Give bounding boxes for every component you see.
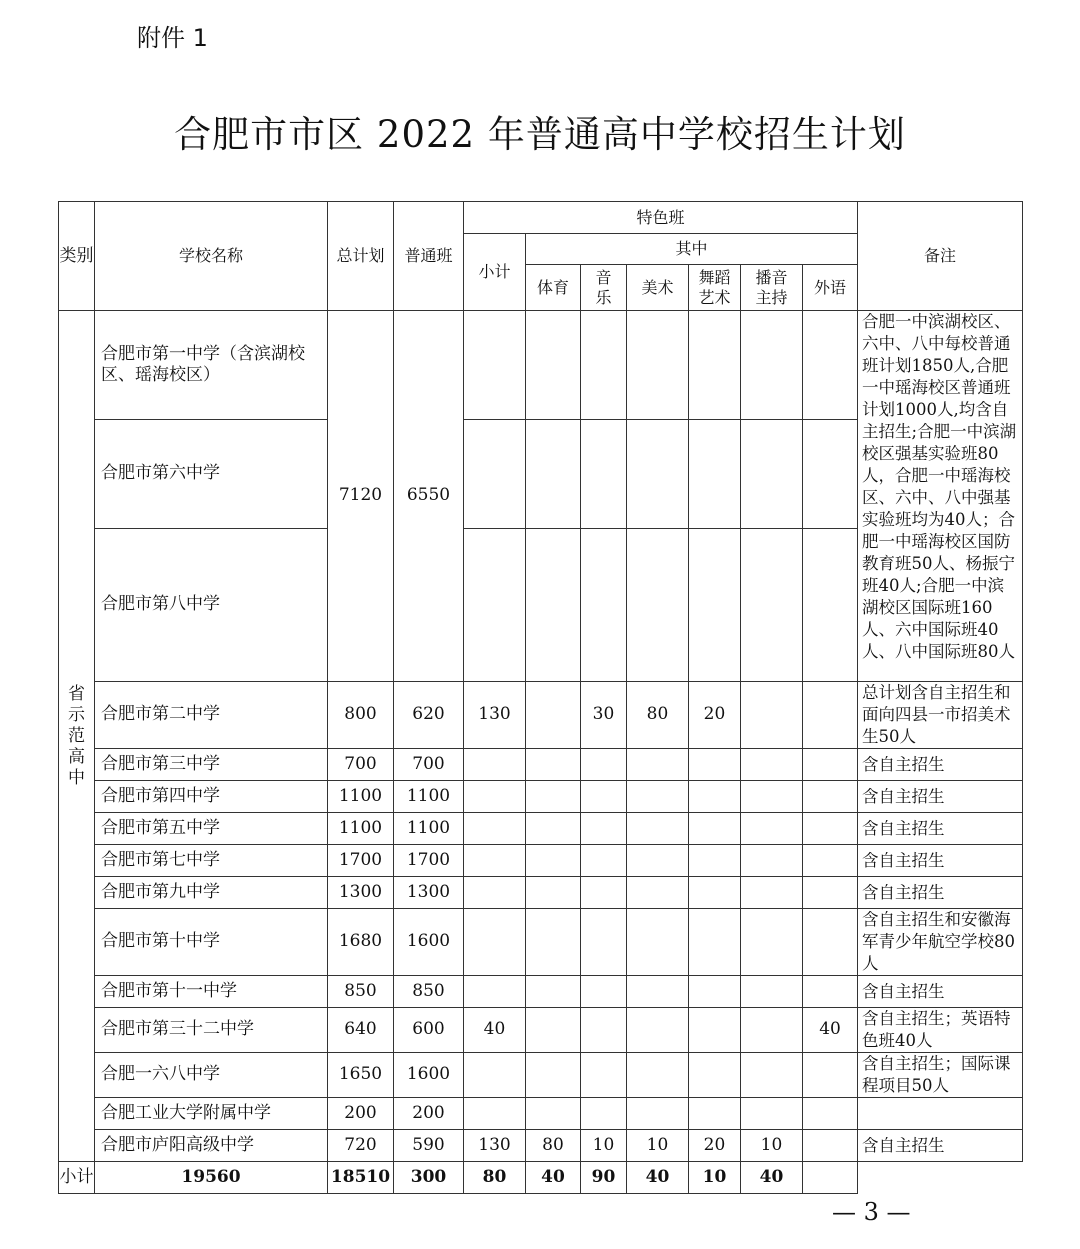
regular-class-value: 850 — [394, 976, 464, 1008]
school-name: 合肥市第十一中学 — [95, 976, 328, 1008]
header-school-name: 学校名称 — [95, 202, 328, 311]
dance-value — [689, 877, 741, 909]
regular-class-value: 1100 — [394, 781, 464, 813]
foreign-value — [803, 682, 858, 749]
page-number: — 3 — — [832, 1198, 911, 1226]
regular-class-value: 1600 — [394, 1053, 464, 1098]
regular-class-value: 1100 — [394, 813, 464, 845]
header-among: 其中 — [526, 234, 858, 265]
note-cell: 含自主招生；英语特色班40人 — [858, 1008, 1023, 1053]
sports-value — [526, 877, 581, 909]
header-sports: 体育 — [526, 265, 581, 311]
header-note: 备注 — [858, 202, 1023, 311]
music-value — [581, 1053, 627, 1098]
sports-value — [526, 976, 581, 1008]
music-value — [581, 1008, 627, 1053]
header-broadcast: 播音主持 — [741, 265, 803, 311]
sports-value — [526, 682, 581, 749]
special-subtotal-value — [464, 1053, 526, 1098]
special-subtotal-value — [464, 781, 526, 813]
school-name: 合肥一六八中学 — [95, 1053, 328, 1098]
art-value — [627, 813, 689, 845]
art-value — [627, 976, 689, 1008]
regular-class-value: 600 — [394, 1008, 464, 1053]
broadcast-value — [741, 781, 803, 813]
school-name: 合肥工业大学附属中学 — [95, 1098, 328, 1130]
broadcast-value — [741, 845, 803, 877]
school-name: 合肥市第九中学 — [95, 877, 328, 909]
attachment-label: 附件 1 — [137, 24, 208, 52]
art-value — [627, 781, 689, 813]
foreign-value — [803, 749, 858, 781]
school-name: 合肥市庐阳高级中学 — [95, 1130, 328, 1162]
merged-total-plan: 7120 — [328, 311, 394, 682]
total-regular-class-value: 18510 — [328, 1162, 394, 1194]
regular-class-value: 1300 — [394, 877, 464, 909]
art-value — [627, 1053, 689, 1098]
header-regular-class: 普通班 — [394, 202, 464, 311]
note-cell: 含自主招生和安徽海军青少年航空学校80人 — [858, 909, 1023, 976]
regular-class-value: 200 — [394, 1098, 464, 1130]
art-value — [627, 845, 689, 877]
broadcast-value: 10 — [741, 1130, 803, 1162]
dance-value — [689, 976, 741, 1008]
special-subtotal-value: 40 — [464, 1008, 526, 1053]
total-plan-value: 1100 — [328, 781, 394, 813]
total-plan-value: 1700 — [328, 845, 394, 877]
music-value — [581, 781, 627, 813]
music-value — [581, 909, 627, 976]
note-cell: 含自主招生 — [858, 1130, 1023, 1162]
special-subtotal-value — [464, 813, 526, 845]
music-value — [581, 845, 627, 877]
music-value — [581, 813, 627, 845]
regular-class-value: 1700 — [394, 845, 464, 877]
total-dance-value: 40 — [627, 1162, 689, 1194]
special-subtotal-value — [464, 845, 526, 877]
foreign-value — [803, 781, 858, 813]
art-value: 80 — [627, 682, 689, 749]
table-row — [59, 845, 1023, 877]
total-plan-value: 700 — [328, 749, 394, 781]
header-subtotal: 小计 — [464, 234, 526, 311]
total-plan-value: 640 — [328, 1008, 394, 1053]
broadcast-value — [741, 877, 803, 909]
sports-value: 80 — [526, 1130, 581, 1162]
merged-note: 合肥一中滨湖校区、六中、八中每校普通班计划1850人,合肥一中瑶海校区普通班计划1000人,均含自主招生;合肥一中滨湖校区强基实验班80人，合肥一中瑶海校区、六中、八中强基实验班均为40人；合肥一中瑶海校区国防教育班50人、杨振宁班40人;合肥一中滨湖校区国际班160人、六中国际班40人、八中国际班80人 — [858, 311, 1023, 682]
total-sports-value: 80 — [464, 1162, 526, 1194]
dance-value — [689, 1053, 741, 1098]
note-cell: 含自主招生 — [858, 877, 1023, 909]
total-plan-value: 850 — [328, 976, 394, 1008]
foreign-value — [803, 909, 858, 976]
music-value — [581, 1098, 627, 1130]
regular-class-value: 1600 — [394, 909, 464, 976]
foreign-value — [803, 976, 858, 1008]
table-row — [59, 1008, 1023, 1053]
school-name: 合肥市第六中学 — [95, 420, 328, 529]
dance-value: 20 — [689, 1130, 741, 1162]
broadcast-value — [741, 682, 803, 749]
header-music: 音乐 — [581, 265, 627, 311]
document-title: 合肥市市区 2022 年普通高中学校招生计划 — [174, 113, 906, 156]
music-value: 30 — [581, 682, 627, 749]
special-subtotal-value — [464, 909, 526, 976]
total-plan-value: 200 — [328, 1098, 394, 1130]
art-value — [627, 1098, 689, 1130]
art-value — [627, 909, 689, 976]
regular-class-value: 620 — [394, 682, 464, 749]
total-plan-value: 1650 — [328, 1053, 394, 1098]
sports-value — [526, 1053, 581, 1098]
header-dance: 舞蹈艺术 — [689, 265, 741, 311]
music-value: 10 — [581, 1130, 627, 1162]
table-row — [59, 813, 1023, 845]
regular-class-value: 700 — [394, 749, 464, 781]
header-foreign-language: 外语 — [803, 265, 858, 311]
school-name: 合肥市第三中学 — [95, 749, 328, 781]
note-cell: 含自主招生 — [858, 845, 1023, 877]
table-row — [59, 781, 1023, 813]
total-music-value: 40 — [526, 1162, 581, 1194]
special-subtotal-value — [464, 1098, 526, 1130]
special-subtotal-value — [464, 877, 526, 909]
table-row — [59, 976, 1023, 1008]
table-row — [59, 1053, 1023, 1098]
note-cell: 含自主招生 — [858, 813, 1023, 845]
total-note — [803, 1162, 858, 1194]
header-category: 类别 — [59, 202, 95, 311]
dance-value — [689, 909, 741, 976]
special-subtotal-value — [464, 976, 526, 1008]
foreign-value — [803, 1098, 858, 1130]
dance-value: 20 — [689, 682, 741, 749]
dance-value — [689, 781, 741, 813]
note-cell — [858, 1098, 1023, 1130]
table-row — [59, 909, 1023, 976]
special-subtotal-value: 130 — [464, 682, 526, 749]
art-value — [627, 1008, 689, 1053]
music-value — [581, 976, 627, 1008]
dance-value — [689, 1098, 741, 1130]
foreign-value — [803, 1053, 858, 1098]
total-plan-value: 1680 — [328, 909, 394, 976]
table-row — [59, 1130, 1023, 1162]
total-label: 小计 — [59, 1162, 95, 1194]
sports-value — [526, 1008, 581, 1053]
music-value — [581, 877, 627, 909]
total-broadcast-value: 10 — [689, 1162, 741, 1194]
sports-value — [526, 845, 581, 877]
art-value — [627, 749, 689, 781]
note-cell: 含自主招生 — [858, 781, 1023, 813]
broadcast-value — [741, 749, 803, 781]
foreign-value — [803, 813, 858, 845]
school-name: 合肥市第四中学 — [95, 781, 328, 813]
music-value — [581, 749, 627, 781]
special-subtotal-value — [464, 749, 526, 781]
broadcast-value — [741, 1053, 803, 1098]
dance-value — [689, 749, 741, 781]
special-subtotal-value: 130 — [464, 1130, 526, 1162]
foreign-value — [803, 845, 858, 877]
dance-value — [689, 813, 741, 845]
header-total-plan: 总计划 — [328, 202, 394, 311]
total-plan-value: 1100 — [328, 813, 394, 845]
sports-value — [526, 813, 581, 845]
category-cell — [59, 311, 95, 1162]
broadcast-value — [741, 1098, 803, 1130]
broadcast-value — [741, 976, 803, 1008]
total-plan-value: 800 — [328, 682, 394, 749]
art-value — [627, 877, 689, 909]
note-cell: 含自主招生；国际课程项目50人 — [858, 1053, 1023, 1098]
school-name: 合肥市第五中学 — [95, 813, 328, 845]
sports-value — [526, 1098, 581, 1130]
total-plan-value: 1300 — [328, 877, 394, 909]
broadcast-value — [741, 1008, 803, 1053]
header-special-class: 特色班 — [464, 202, 858, 234]
table-row — [59, 749, 1023, 781]
school-name: 合肥市第一中学（含滨湖校区、瑶海校区） — [95, 311, 328, 420]
total-plan-value: 720 — [328, 1130, 394, 1162]
header-art: 美术 — [627, 265, 689, 311]
enrollment-plan-table — [58, 201, 1023, 1194]
sports-value — [526, 749, 581, 781]
school-name: 合肥市第八中学 — [95, 529, 328, 682]
note-cell: 含自主招生 — [858, 976, 1023, 1008]
note-cell: 总计划含自主招生和面向四县一市招美术生50人 — [858, 682, 1023, 749]
dance-value — [689, 845, 741, 877]
total-special-subtotal-value: 300 — [394, 1162, 464, 1194]
category-label: 省 示 范 高 中 — [68, 683, 85, 788]
art-value: 10 — [627, 1130, 689, 1162]
sports-value — [526, 909, 581, 976]
foreign-value — [803, 877, 858, 909]
foreign-value — [803, 1130, 858, 1162]
total-art-value: 90 — [581, 1162, 627, 1194]
total-total-plan-value: 19560 — [95, 1162, 328, 1194]
broadcast-value — [741, 813, 803, 845]
note-cell: 含自主招生 — [858, 749, 1023, 781]
dance-value — [689, 1008, 741, 1053]
school-name: 合肥市第七中学 — [95, 845, 328, 877]
school-name: 合肥市第十中学 — [95, 909, 328, 976]
table-row — [59, 1098, 1023, 1130]
regular-class-value: 590 — [394, 1130, 464, 1162]
foreign-value: 40 — [803, 1008, 858, 1053]
merged-regular-class: 6550 — [394, 311, 464, 682]
total-foreign-value: 40 — [741, 1162, 803, 1194]
sports-value — [526, 781, 581, 813]
broadcast-value — [741, 909, 803, 976]
table-row — [59, 682, 1023, 749]
school-name: 合肥市第三十二中学 — [95, 1008, 328, 1053]
table-row — [59, 877, 1023, 909]
school-name: 合肥市第二中学 — [95, 682, 328, 749]
total-row — [59, 1162, 1023, 1194]
